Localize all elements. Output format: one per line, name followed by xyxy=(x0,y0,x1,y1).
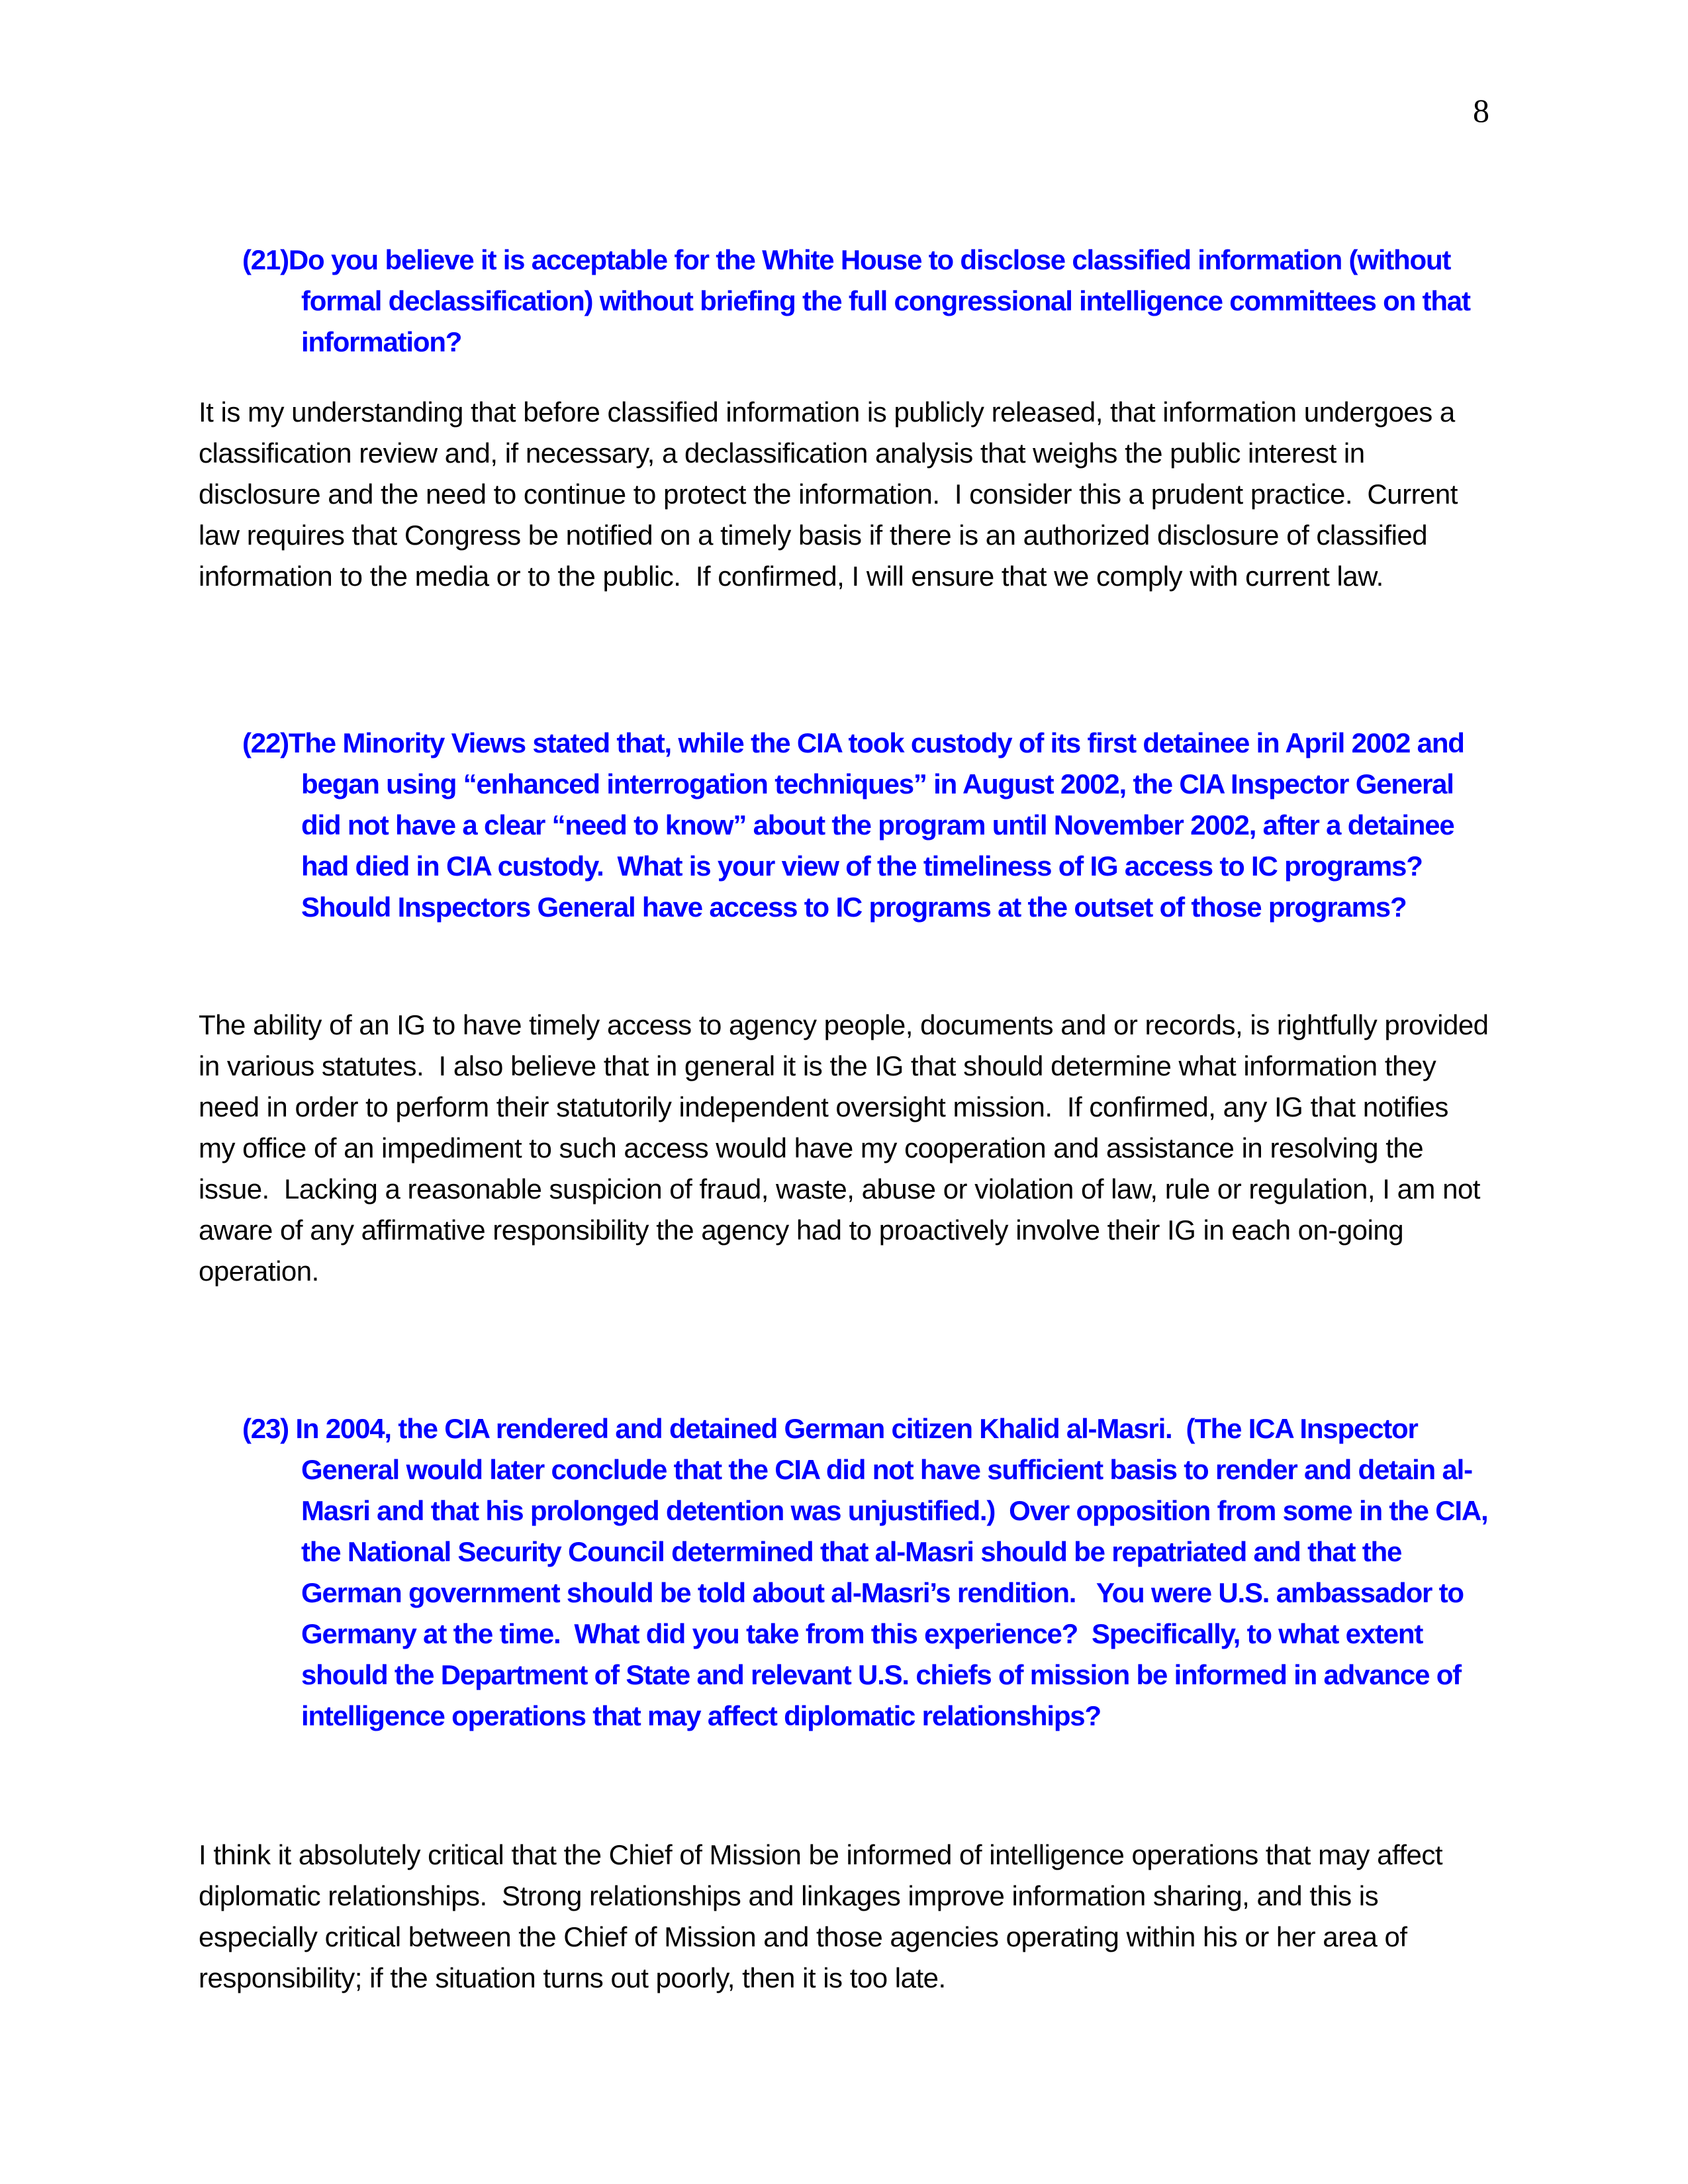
answer-22: The ability of an IG to have timely access to agency people, documents and or records, is rightfully provided in various statutes. I also believe that in general it is the IG that should determine what information they need in order to perform their statutorily independent oversight mission. If confirmed, any IG that notifies my office of an impediment to such access would have my cooperation and assistance in resolving the issue. Lacking a reasonable suspicion of fraud, waste, abuse or violation of law, rule or regulation, I am not aware of any affirmative responsibility the agency had to proactively involve their IG in each on-going operation. xyxy=(199,1009,1496,1287)
answer-21: It is my understanding that before classified information is publicly released, that information undergoes a classification review and, if necessary, a declassification analysis that weighs the public interest in disclosure and the need to continue to protect the information. I consider this a prudent practice. Current law requires that Congress be notified on a timely basis if there is an authorized disclosure of classified information to the media or to the public. If confirmed, I will ensure that we comply with current law. xyxy=(199,396,1466,592)
question-23: (23) In 2004, the CIA rendered and detained German citizen Khalid al-Masri. (The ICA Inspector General would later conclude that the CIA did not have sufficient basis to render and detain al-Masri and that his prolonged detention was unjustified.) Over opposition from some in the CIA, the National Security Council determined that al-Masri should be repatriated and that the German government should be told about al-Masri’s rendition. You were U.S. ambassador to Germany at the time. What did you take from this experience? Specifically, to what extent should the Department of State and relevant U.S. chiefs of mission be informed in advance of intelligence operations that may affect diplomatic relationships? xyxy=(242,1413,1495,1731)
page-number: 8 xyxy=(1473,92,1489,129)
answer-23: I think it absolutely critical that the Chief of Mission be informed of intelligence operations that may affect diplomatic relationships. Strong relationships and linkages improve information sharing, and this is especially critical between the Chief of Mission and those agencies operating within his or her area of responsibility; if the situation turns out poorly, then it is too late. xyxy=(199,1839,1450,1993)
question-22: (22)The Minority Views stated that, while the CIA took custody of its first detainee in April 2002 and began using “enhanced interrogation techniques” in August 2002, the CIA Inspector General did not have a clear “need to know” about the program until November 2002, after a detainee had died in CIA custody. What is your view of the timeliness of IG access to IC programs? Should Inspectors General have access to IC programs at the outset of those programs? xyxy=(242,727,1472,923)
question-21: (21)Do you believe it is acceptable for the White House to disclose classified information (without formal declassification) without briefing the full congressional intelligence committees on that information? xyxy=(242,244,1477,357)
